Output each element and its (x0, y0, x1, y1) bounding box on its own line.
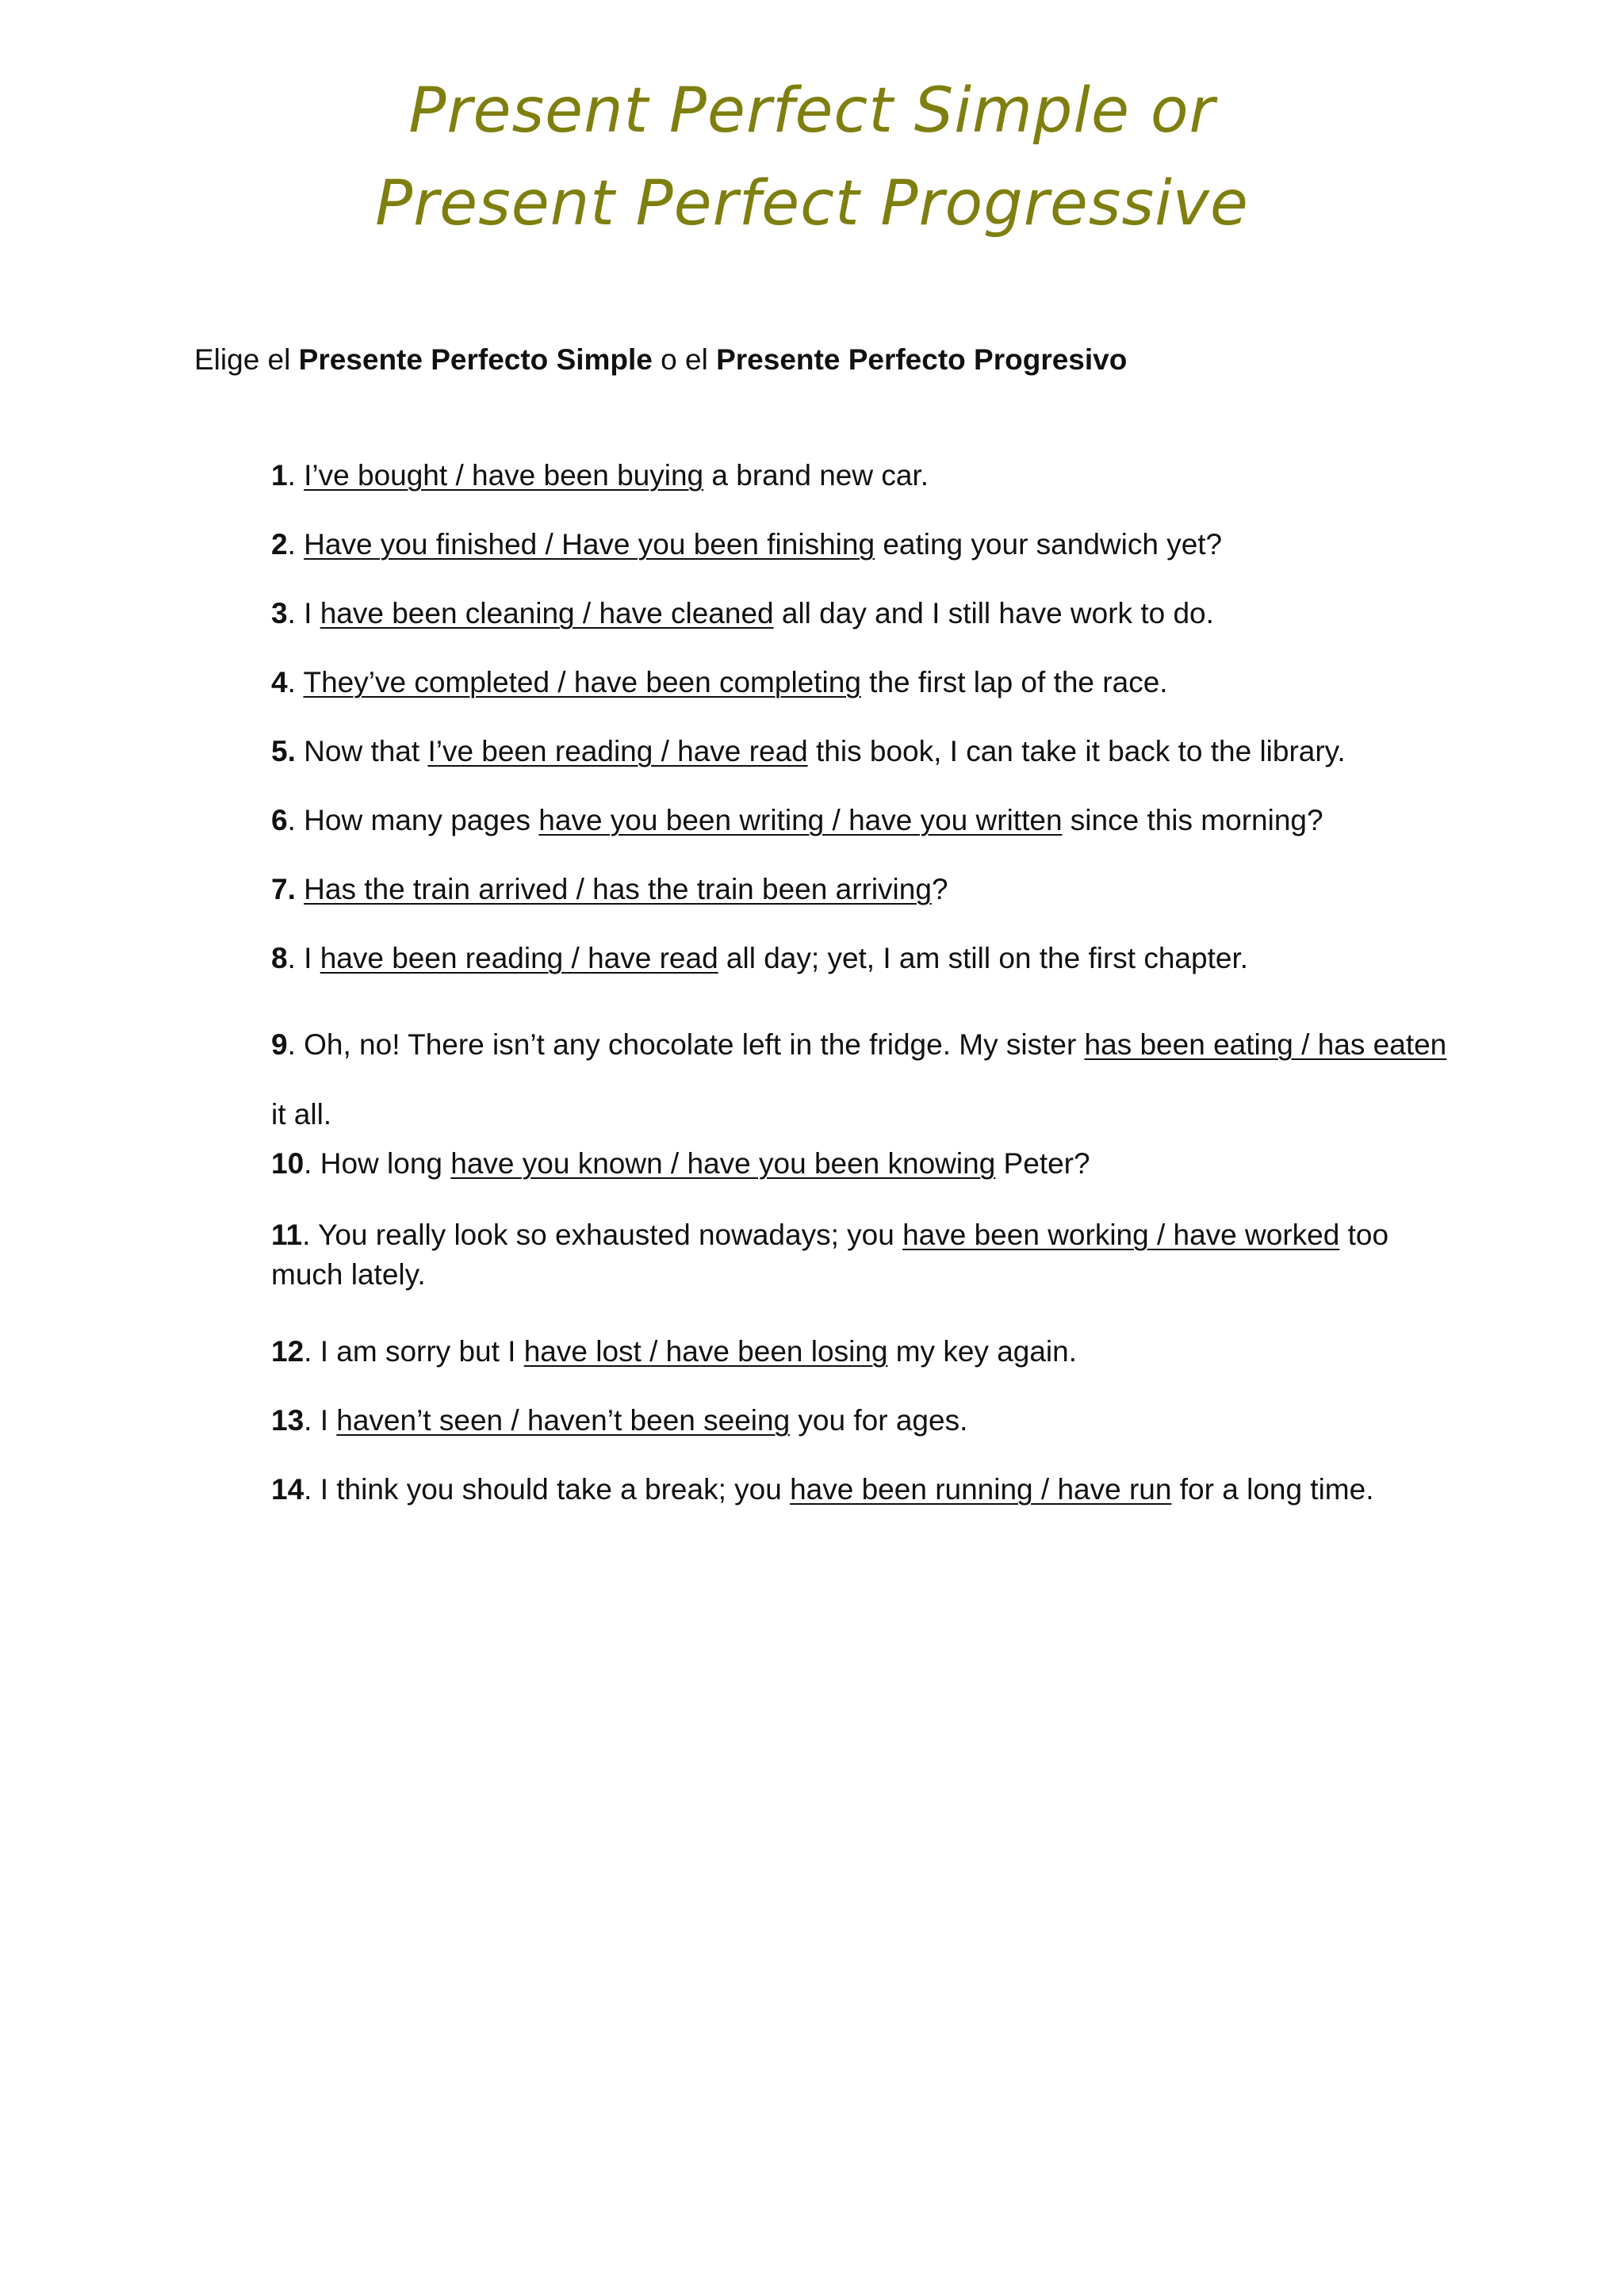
instruction-bold-progressive: Presente Perfecto Progresivo (716, 343, 1128, 376)
item-text-after: for a long time. (1171, 1473, 1374, 1506)
item-separator: . (304, 1335, 320, 1368)
item-text-after: this book, I can take it back to the library. (807, 735, 1346, 767)
item-separator: . (287, 459, 304, 492)
item-number: 2 (271, 528, 288, 561)
item-text-after: it all. (271, 1098, 332, 1131)
item-separator (296, 735, 304, 767)
item-text-before: Now that (304, 735, 428, 767)
item-choice[interactable]: They’ve completed / have been completing (303, 666, 861, 698)
item-choice[interactable]: have been reading / have read (320, 942, 718, 974)
exercise-item-1 (271, 458, 1461, 493)
item-separator: . (304, 1404, 320, 1437)
page-title (0, 65, 1624, 251)
item-text-after: the first lap of the race. (860, 666, 1168, 698)
item-text-before: I am sorry but I (320, 1335, 524, 1368)
item-text-before: How many pages (304, 804, 539, 836)
item-separator: . (287, 942, 304, 974)
item-choice[interactable]: haven’t seen / haven’t been seeing (336, 1404, 791, 1437)
title-line-1: Present Perfect Simple or (408, 75, 1216, 147)
item-text-after: you for ages. (790, 1404, 968, 1437)
item-separator: . (287, 1028, 304, 1061)
item-text-after: ? (931, 873, 948, 905)
title-line-2: Present Perfect Progressive (375, 168, 1249, 239)
item-number: 9 (271, 1028, 288, 1061)
item-text-before: You really look so exhausted nowadays; you (318, 1219, 903, 1251)
instruction (194, 342, 1127, 377)
item-choice[interactable]: have you been writing / have you written (538, 804, 1063, 836)
item-text-after: a brand new car. (703, 459, 929, 492)
exercise-item-6 (271, 803, 1461, 838)
exercise-item-13 (271, 1403, 1461, 1438)
item-number: 5. (271, 735, 296, 767)
item-choice[interactable]: have been working / have worked (902, 1219, 1340, 1251)
exercise-item-7 (271, 872, 1461, 907)
item-choice[interactable]: has been eating / has eaten (1084, 1028, 1447, 1061)
item-separator: . (287, 666, 304, 698)
item-text-after: all day and I still have work to do. (773, 597, 1214, 629)
exercise-item-14 (271, 1472, 1461, 1507)
exercise-item-2 (271, 527, 1461, 562)
item-number: 6 (271, 804, 288, 836)
item-text-before: I (304, 942, 320, 974)
item-number: 3 (271, 597, 288, 629)
instruction-bold-simple: Presente Perfecto Simple (298, 343, 653, 376)
item-number: 10 (271, 1147, 304, 1180)
exercise-item-9 (271, 1010, 1461, 1150)
item-text-before: How long (320, 1147, 451, 1180)
item-text-before: I (304, 597, 320, 629)
item-separator: . (287, 528, 304, 561)
item-choice[interactable]: have lost / have been losing (523, 1335, 888, 1368)
exercise-list (271, 458, 1461, 1541)
item-text-after: Peter? (995, 1147, 1090, 1180)
item-separator: . (302, 1219, 319, 1251)
item-number: 1 (271, 459, 288, 492)
item-number: 14 (271, 1473, 304, 1506)
exercise-item-3 (271, 596, 1461, 631)
item-separator: . (287, 804, 304, 836)
item-text-after: eating your sandwich yet? (875, 528, 1223, 561)
item-choice[interactable]: Have you finished / Have you been finishing (304, 528, 875, 561)
exercise-item-11 (271, 1215, 1461, 1295)
item-number: 13 (271, 1404, 304, 1437)
item-text-before: Oh, no! There isn’t any chocolate left in the fridge. My sister (304, 1028, 1085, 1061)
item-text-before: I (320, 1404, 337, 1437)
exercise-item-12 (271, 1334, 1461, 1369)
item-text-after: too much lately. (271, 1219, 1389, 1291)
item-separator (296, 873, 304, 905)
instruction-prefix: Elige el (194, 343, 299, 376)
item-choice[interactable]: I’ve been reading / have read (427, 735, 808, 767)
item-number: 12 (271, 1335, 304, 1368)
item-number: 11 (271, 1219, 303, 1251)
item-number: 7. (271, 873, 296, 905)
item-separator: . (304, 1473, 320, 1506)
item-text-after: my key again. (887, 1335, 1078, 1368)
item-choice[interactable]: Has the train arrived / has the train been arriving (304, 873, 932, 905)
item-text-after: all day; yet, I am still on the first chapter. (718, 942, 1249, 974)
exercise-item-5 (271, 734, 1461, 769)
exercise-item-8 (271, 941, 1461, 976)
item-text-after: since this morning? (1062, 804, 1323, 836)
item-separator: . (287, 597, 304, 629)
item-number: 4 (271, 666, 288, 698)
item-choice[interactable]: have been cleaning / have cleaned (320, 597, 774, 629)
item-choice[interactable]: have been running / have run (790, 1473, 1172, 1506)
instruction-middle: o el (652, 343, 717, 376)
item-choice[interactable]: I’ve bought / have been buying (304, 459, 704, 492)
exercise-item-4 (271, 665, 1461, 700)
item-choice[interactable]: have you known / have you been knowing (450, 1147, 996, 1180)
exercise-item-10 (271, 1146, 1461, 1181)
item-number: 8 (271, 942, 288, 974)
item-separator: . (304, 1147, 320, 1180)
item-text-before: I think you should take a break; you (320, 1473, 791, 1506)
